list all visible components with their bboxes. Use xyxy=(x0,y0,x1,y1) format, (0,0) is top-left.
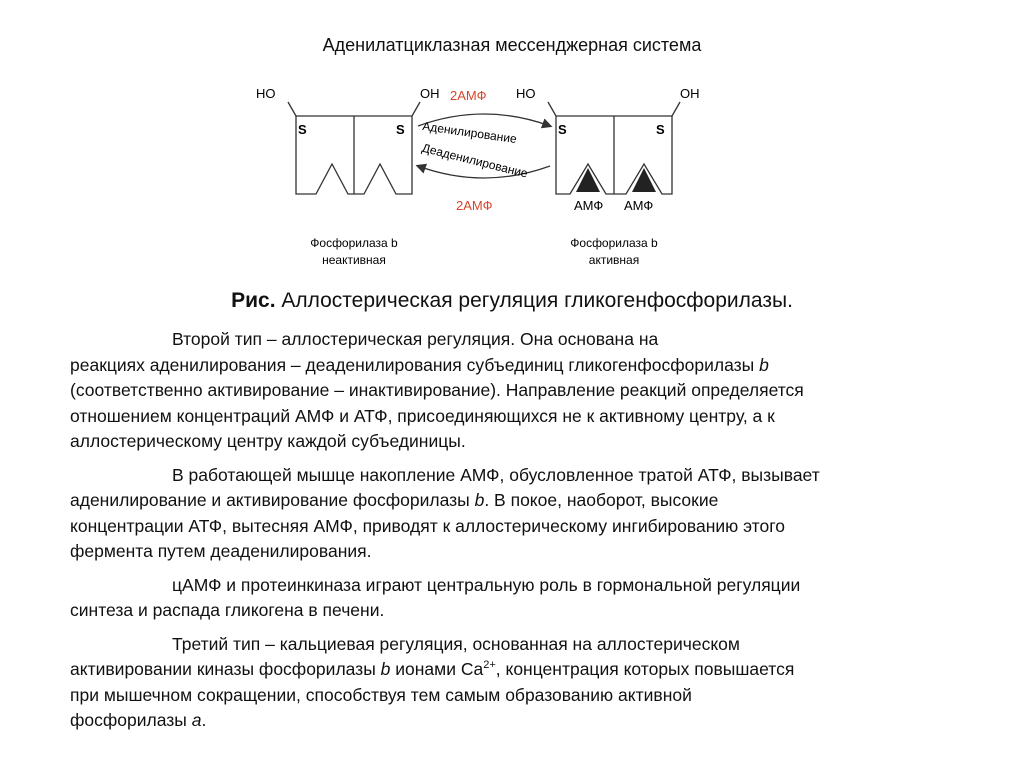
right-oh-bond xyxy=(672,102,680,116)
left-enzyme-name-text: Фосфорилаза b xyxy=(310,236,398,250)
left-oh-label: OH xyxy=(420,86,440,101)
right-enzyme-state: активная xyxy=(588,253,640,267)
p1-line-5: аллостерическому центру каждой субъединицы. xyxy=(70,431,466,451)
p4-line-2a: активировании киназы фосфорилазы xyxy=(70,659,381,679)
amp-label-2: АМФ xyxy=(624,198,654,213)
p4-line-4b: . xyxy=(201,710,207,730)
body-text xyxy=(70,327,980,742)
p2-line-1: В работающей мышце накопление АМФ, обусловленное тратой АТФ, вызывает xyxy=(172,464,820,485)
right-ho-bond xyxy=(548,102,556,116)
left-s2-label: S xyxy=(396,122,405,137)
right-enzyme-name-text: Фосфорилаза b xyxy=(570,236,658,250)
paragraph-4 xyxy=(70,632,980,734)
figure-caption xyxy=(0,289,1024,313)
p1-line-3: (соответственно активирование – инактивирование). Направление реакций определяется xyxy=(70,380,804,400)
paragraph-2 xyxy=(70,463,980,565)
p1-line-4: отношением концентраций АМФ и АТФ, присоединяющихся не к активному центру, а к xyxy=(70,405,775,426)
left-ho-bond xyxy=(288,102,296,116)
deadenylation-label: Деаденилирование xyxy=(420,140,530,181)
left-enzyme-state: неактивная xyxy=(322,253,386,267)
p4-italic-a: a xyxy=(191,710,202,730)
p3-line-1: цАМФ и протеинкиназа играют центральную роль в гормональной регуляции xyxy=(172,574,801,595)
left-oh-bond xyxy=(412,102,420,116)
right-s1-label: S xyxy=(558,122,567,137)
right-enzyme-name xyxy=(570,236,658,250)
diagram-svg xyxy=(250,80,720,280)
paragraph-1 xyxy=(70,327,980,455)
p2-line-2a: аденилирование и активирование фосфорилазы xyxy=(70,490,475,510)
caption-prefix: Рис. xyxy=(231,289,276,312)
p4-line-1: Третий тип – кальциевая регуляция, основанная на аллостерическом xyxy=(172,633,740,654)
p1-italic-b: b xyxy=(759,354,769,375)
left-s1-label: S xyxy=(298,122,307,137)
p2-line-4: фермента путем деаденилирования. xyxy=(70,541,372,561)
amp-triangle-2 xyxy=(632,168,656,192)
left-ho-label: HO xyxy=(256,86,276,101)
p4-line-4a: фосфорилазы xyxy=(70,710,192,730)
p2-line-3: концентрации АТФ, вытесняя АМФ, приводят к аллостерическому ингибированию этого xyxy=(70,515,785,536)
right-s2-label: S xyxy=(656,122,665,137)
right-ho-label: HO xyxy=(516,86,536,101)
amp-label-1: АМФ xyxy=(574,198,604,213)
right-oh-label: OH xyxy=(680,86,700,101)
right-enzyme xyxy=(516,86,700,267)
reaction-arrows xyxy=(418,88,550,213)
bottom-reagent-label: 2АМФ xyxy=(456,198,493,213)
p4-italic-b: b xyxy=(380,659,391,679)
left-enzyme xyxy=(256,86,440,267)
top-reagent-label: 2АМФ xyxy=(450,88,487,103)
p1-line-1: Второй тип – аллостерическая регуляция. Она основана на xyxy=(172,329,659,349)
p4-line-2b: ионами Ca xyxy=(390,659,484,679)
p4-ca-superscript: 2+ xyxy=(483,659,496,672)
phosphorylase-diagram xyxy=(250,80,720,280)
p4-line-2c: , концентрация которых повышается xyxy=(495,659,795,679)
p1-line-2: реакциях аденилирования – деаденилирования субъединиц гликогенфосфорилазы xyxy=(70,354,760,375)
amp-triangle-1 xyxy=(576,168,600,192)
adenylation-label: Аденилирование xyxy=(421,118,518,147)
caption-text: Аллостерическая регуляция гликогенфосфорилазы. xyxy=(275,289,793,312)
p2-italic-b: b xyxy=(474,490,485,510)
left-enzyme-name xyxy=(310,236,398,250)
p3-line-2: синтеза и распада гликогена в печени. xyxy=(70,600,385,620)
paragraph-3 xyxy=(70,573,980,624)
p4-line-3: при мышечном сокращении, способствуя тем самым образованию активной xyxy=(70,684,692,705)
slide-title: Аденилатциклазная мессенджерная система xyxy=(322,35,702,55)
p2-line-2b: . В покое, наоборот, высокие xyxy=(484,490,719,510)
